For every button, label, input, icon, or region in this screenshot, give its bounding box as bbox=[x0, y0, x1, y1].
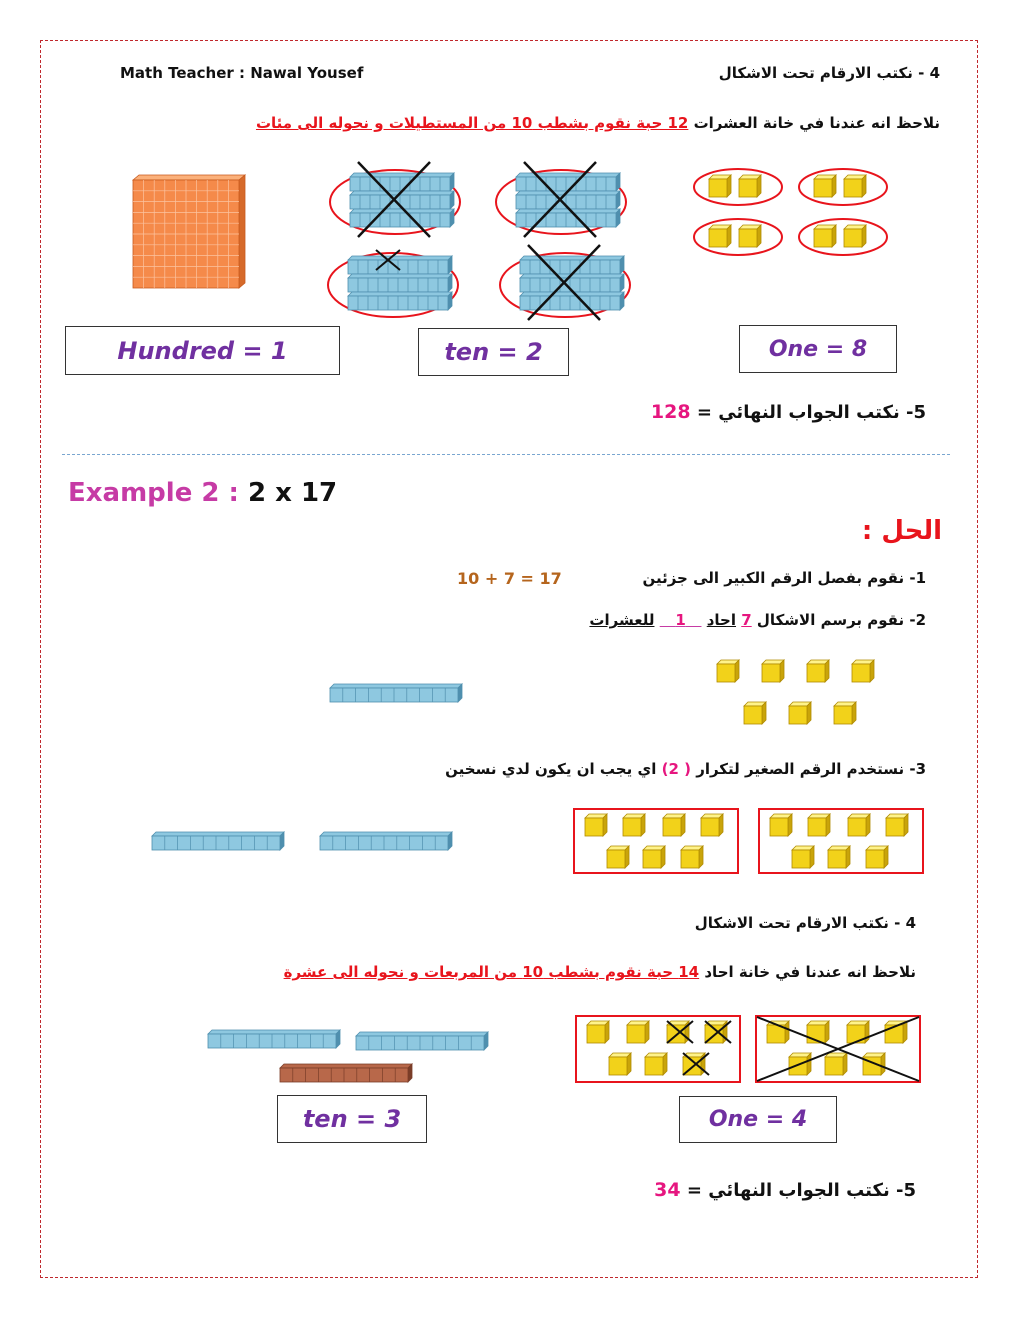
one-cube bbox=[828, 846, 850, 868]
one-cube bbox=[844, 175, 866, 197]
one-cube bbox=[609, 1053, 631, 1075]
one-cube bbox=[717, 660, 739, 682]
one-cube bbox=[701, 814, 723, 836]
ten-rod bbox=[280, 1064, 412, 1082]
ten-rod bbox=[348, 292, 452, 310]
one-cube bbox=[709, 175, 731, 197]
one-cube bbox=[681, 846, 703, 868]
one-count-box-1: One = 8 bbox=[739, 325, 897, 373]
one-cube bbox=[587, 1021, 609, 1043]
teacher-name: Math Teacher : Nawal Yousef bbox=[120, 64, 364, 82]
ten-rod bbox=[330, 684, 462, 702]
ten-rod bbox=[208, 1030, 340, 1048]
ten-rods-step3 bbox=[150, 832, 460, 854]
solution-label: الحل : bbox=[861, 516, 942, 546]
one-cube bbox=[789, 702, 811, 724]
one-cube bbox=[834, 702, 856, 724]
one-cube bbox=[847, 1021, 869, 1043]
example-expression: 2 x 17 bbox=[248, 478, 338, 508]
one-count-box-2: One = 4 bbox=[679, 1096, 837, 1143]
ten-rod bbox=[348, 256, 452, 274]
step2-one: 1 bbox=[675, 611, 686, 629]
one-cube bbox=[762, 660, 784, 682]
ten-rod bbox=[350, 209, 454, 227]
one-cube bbox=[866, 846, 888, 868]
hundred-block bbox=[133, 175, 245, 288]
ten-rod bbox=[516, 209, 620, 227]
step3-text: 3- نستخدم الرقم الصغير لتكرار bbox=[696, 760, 926, 778]
group-ellipse bbox=[799, 169, 887, 205]
final-answer-1 bbox=[651, 401, 926, 423]
note-prefix-1: نلاحظ انه عندنا في خانة العشرات bbox=[693, 114, 940, 132]
final-label-2: 5- نكتب الجواب النهائي = bbox=[686, 1180, 916, 1201]
one-cube bbox=[814, 175, 836, 197]
one-cube bbox=[744, 702, 766, 724]
one-cube bbox=[663, 814, 685, 836]
seven-cubes-step2 bbox=[712, 658, 902, 733]
step1-math: 10 + 7 = 17 bbox=[457, 569, 562, 588]
cubes-step4 bbox=[575, 1015, 925, 1085]
step2-seven: 7 bbox=[741, 611, 752, 629]
one-cube bbox=[807, 660, 829, 682]
ten-rod bbox=[520, 292, 624, 310]
ten-rod bbox=[320, 832, 452, 850]
ten-count-box-2: ten = 3 bbox=[277, 1095, 427, 1143]
one-cube bbox=[848, 814, 870, 836]
note-prefix-2: نلاحظ انه عندنا في خانة احاد bbox=[704, 963, 916, 981]
ten-rod bbox=[356, 1032, 488, 1050]
one-cube bbox=[739, 175, 761, 197]
ten-rods-step4 bbox=[206, 1030, 496, 1090]
one-cube bbox=[627, 1021, 649, 1043]
one-cube bbox=[770, 814, 792, 836]
final-answer-2 bbox=[654, 1179, 916, 1201]
ten-rod bbox=[152, 832, 284, 850]
one-cube bbox=[607, 846, 629, 868]
hundred-count-box: Hundred = 1 bbox=[65, 326, 340, 375]
one-cube bbox=[623, 814, 645, 836]
note-line-1 bbox=[256, 114, 940, 132]
ten-rod bbox=[516, 173, 620, 191]
example-colon: : bbox=[228, 478, 239, 508]
ten-rod bbox=[350, 173, 454, 191]
final-value-1: 128 bbox=[650, 401, 691, 423]
one-cube bbox=[792, 846, 814, 868]
step4-title-1: 4 - نكتب الارقام تحت الاشكال bbox=[718, 64, 940, 82]
ten-rod bbox=[520, 256, 624, 274]
one-cube bbox=[886, 814, 908, 836]
one-cube bbox=[825, 1053, 847, 1075]
one-cube bbox=[645, 1053, 667, 1075]
one-cube bbox=[643, 846, 665, 868]
one-cube bbox=[844, 225, 866, 247]
one-cube bbox=[739, 225, 761, 247]
ten-rod-step2 bbox=[330, 684, 465, 706]
group-ellipse bbox=[694, 219, 782, 255]
final-label-1: 5- نكتب الجواب النهائي = bbox=[696, 402, 926, 423]
step1-text: 1- نقوم بفصل الرقم الكبير الى جزئين bbox=[642, 569, 926, 587]
step4-title-2: 4 - نكتب الارقام تحت الاشكال bbox=[694, 914, 916, 932]
example-title: Example 2 bbox=[68, 478, 220, 508]
ten-count-box-1: ten = 2 bbox=[418, 328, 569, 376]
group-ellipse bbox=[799, 219, 887, 255]
one-cube bbox=[585, 814, 607, 836]
cubes-step3 bbox=[573, 808, 925, 874]
step2-tens: للعشرات bbox=[589, 611, 655, 629]
ten-rod-groups bbox=[320, 160, 660, 320]
hundred-flat bbox=[128, 175, 248, 295]
one-cube bbox=[885, 1021, 907, 1043]
final-value-2: 34 bbox=[654, 1179, 681, 1201]
step3-rest: اي يجب ان يكون لدي نسخين bbox=[445, 760, 657, 778]
one-cube-groups bbox=[688, 165, 898, 265]
step3-paren: ( 2) bbox=[661, 760, 691, 778]
note-red-1: 12 حبة نقوم بشطب 10 من المستطيلات و نحوله الى مئات bbox=[255, 114, 689, 132]
one-cube bbox=[807, 1021, 829, 1043]
one-cube bbox=[808, 814, 830, 836]
note-red-2: 14 حبة نقوم بشطب 10 من المربعات و نحوله الى عشرة bbox=[283, 963, 700, 981]
step2-ones: احاد bbox=[706, 611, 737, 629]
step2-line bbox=[589, 611, 926, 629]
step3-line bbox=[445, 760, 926, 778]
example-2-heading bbox=[68, 478, 337, 508]
one-cube bbox=[709, 225, 731, 247]
one-cube bbox=[814, 225, 836, 247]
step2-text: 2- نقوم برسم الاشكال bbox=[756, 611, 926, 629]
one-cube bbox=[852, 660, 874, 682]
ten-rod bbox=[348, 274, 452, 292]
section-divider bbox=[62, 454, 950, 455]
note-line-2 bbox=[284, 963, 916, 981]
group-ellipse bbox=[694, 169, 782, 205]
